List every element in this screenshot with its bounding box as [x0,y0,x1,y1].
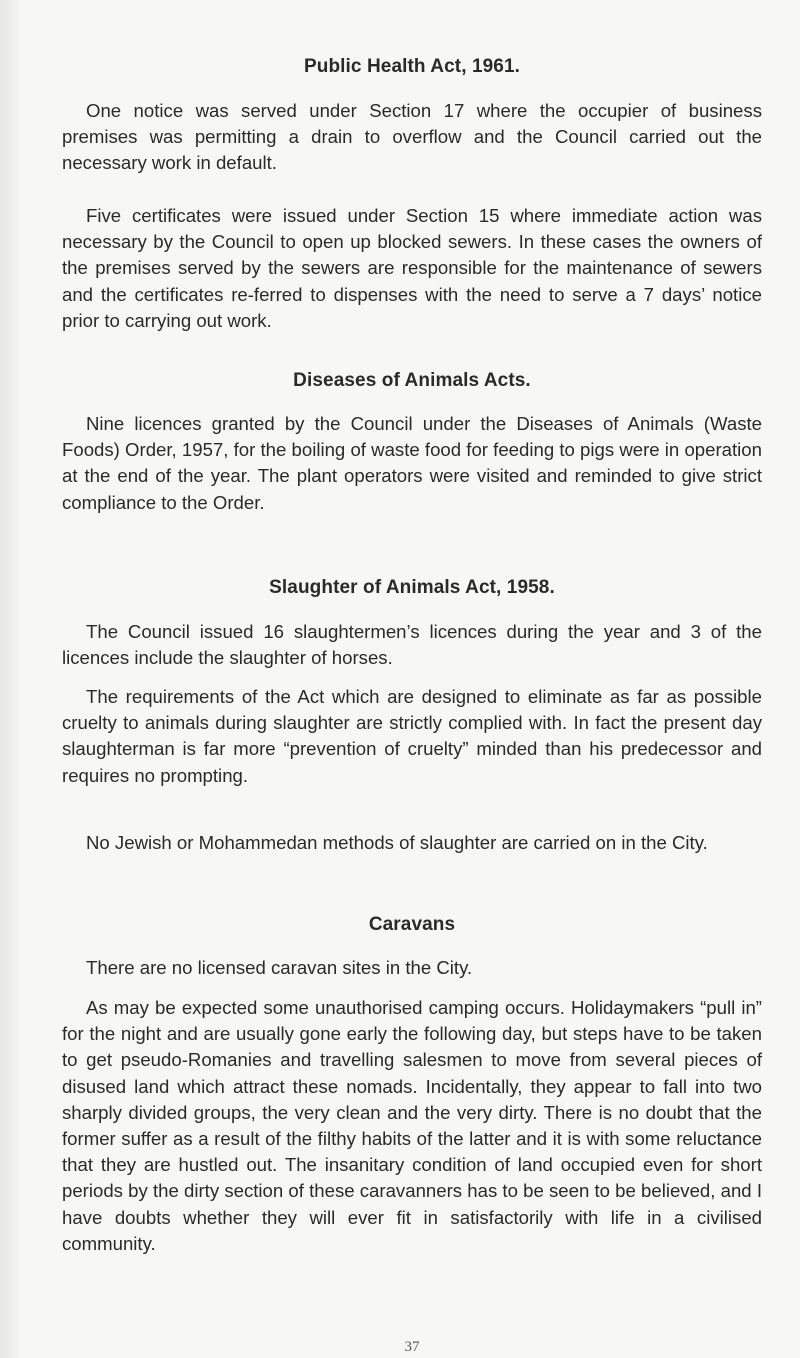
paragraph-no-licensed-sites: There are no licensed caravan sites in the City. [86,957,473,978]
heading-slaughter-of-animals: Slaughter of Animals Act, 1958. [269,577,555,598]
paragraph-slaughter-methods: No Jewish or Mohammedan methods of slaughter are carried on in the City. [86,832,708,853]
paragraph-section-17-notice: One notice was served under Section 17 where the occupier of business premises was permitting a drain to overflow and the Council carried out the necessary work in default. [62,100,762,174]
paragraph-slaughtermen-licences: The Council issued 16 slaughtermen’s licences during the year and 3 of the licences include the slaughter of horses. [62,621,762,669]
paragraph-cruelty-requirements: The requirements of the Act which are designed to eliminate as far as possible cruelty to animals during slaughter are strictly complied with. In fact the present day slaughterman is far more “prevention of cruelty” minded than his predecessor and requires no prompting. [62,686,762,786]
heading-caravans: Caravans [368,914,456,935]
page-number: 37 [404,1339,420,1355]
paragraph-waste-foods-licences: Nine licences granted by the Council under the Diseases of Animals (Waste Foods) Order, 1957, for the boiling of waste food for feeding to pigs were in operation at the end of the year. The plant operators were visited and reminded to give strict compliance to the Order. [62,413,762,513]
scan-edge-shadow [0,0,22,1358]
paragraph-section-15-certificates: Five certificates were issued under Section 15 where immediate action was necessary by the Council to open up blocked sewers. In these cases the owners of the premises served by the sewers are responsible for the maintenance of sewers and the certificates re-ferred to dispenses with the need to serve a 7 days’ notice prior to carrying out work. [62,205,762,331]
heading-diseases-of-animals: Diseases of Animals Acts. [293,370,531,391]
paragraph-unauthorised-camping: As may be expected some unauthorised camping occurs. Holidaymakers “pull in” for the night and are usually gone early the following day, but steps have to be taken to get pseudo-Romanies and travelling salesmen to move from several pieces of disused land which attract these nomads. Incidentally, they appear to fall into two sharply divided groups, the very clean and the very dirty. There is no doubt that the former suffer as a result of the filthy habits of the latter and it is with some reluctance that they are hustled out. The insanitary condition of land occupied even for short periods by the dirty section of these caravanners has to be seen to be believed, and I have doubts whether they will ever fit in satisfactorily with life in a civilised community. [62,997,762,1254]
heading-public-health-act: Public Health Act, 1961. [303,56,521,77]
